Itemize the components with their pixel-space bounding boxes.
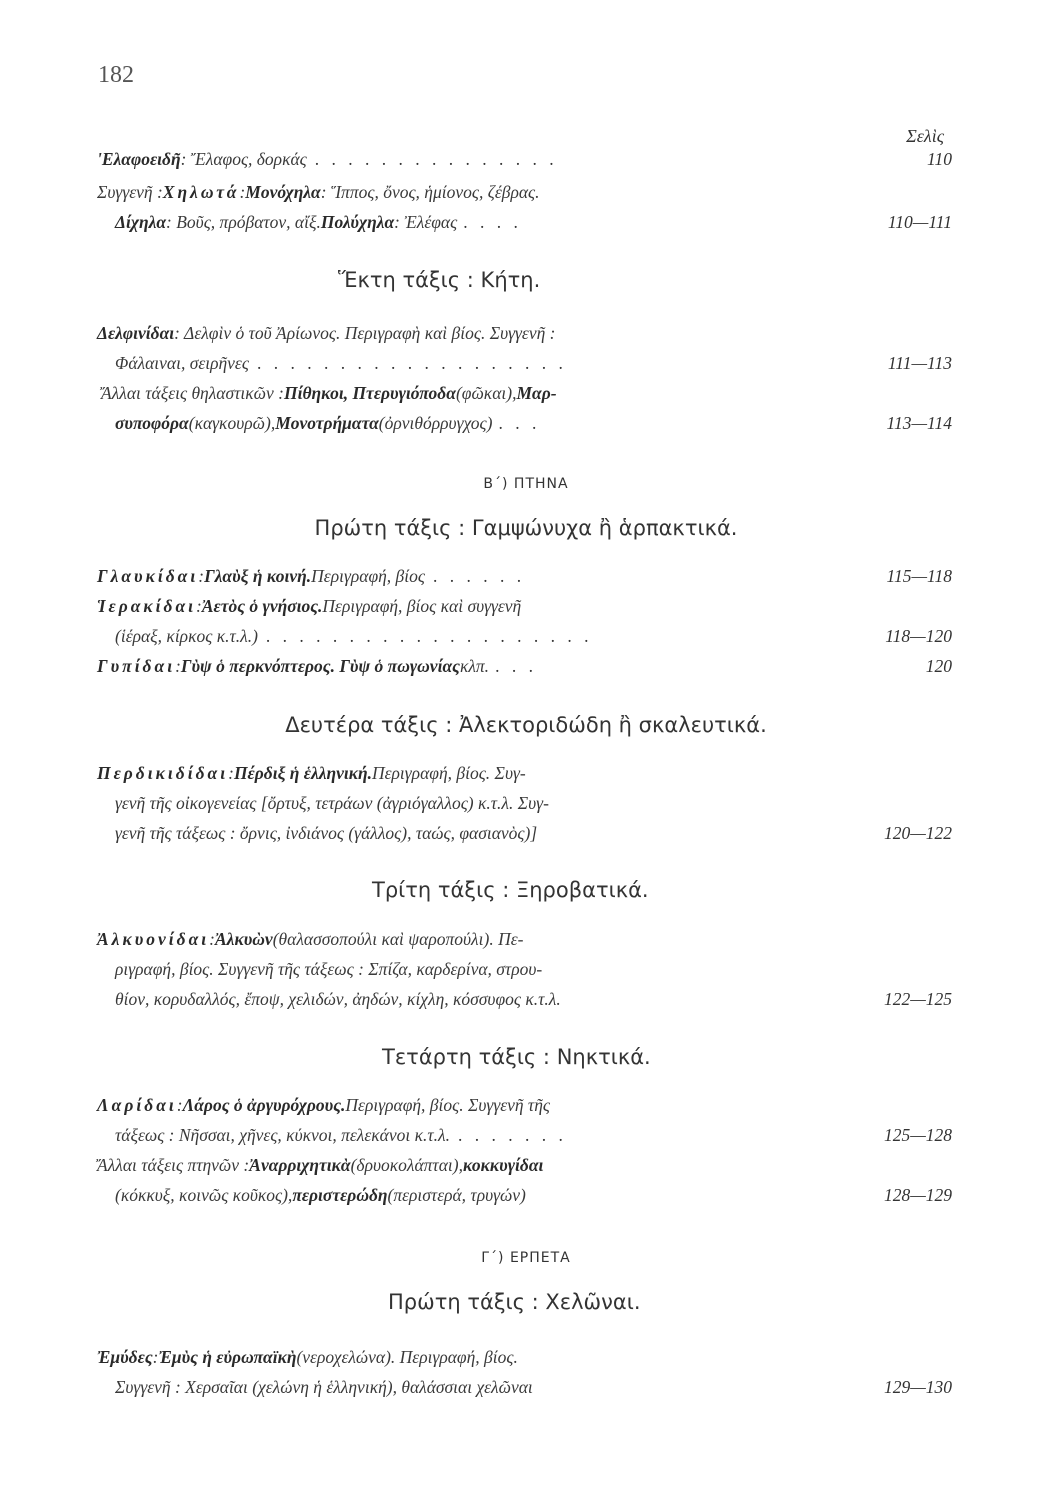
toc-entry-elafoeidi bbox=[97, 144, 952, 174]
entry-term: Ἀλκυονίδαι bbox=[97, 929, 210, 949]
entry-desc: (θαλασσοπούλι καὶ ψαροπούλι). Πε- bbox=[272, 929, 524, 949]
entry-term: κοκκυγίδαι bbox=[462, 1155, 544, 1175]
entry-pages: 129—130 bbox=[883, 1377, 952, 1397]
entry-desc: : Βοῦς, πρόβατον, αἴξ. bbox=[166, 212, 321, 232]
class-heading-reptiles: Γ΄) ΕΡΠΕΤΑ bbox=[481, 1250, 571, 1266]
leader-dots: . . . . . . . . . . . . . . . bbox=[314, 149, 558, 169]
entry-desc: (δρυοκολάπται), bbox=[350, 1155, 463, 1175]
entry-term: Περδικιδίδαι bbox=[97, 763, 229, 783]
page-number: 182 bbox=[98, 62, 134, 88]
entry-term: Δελφινίδαι bbox=[97, 323, 175, 343]
entry-term: Λάρος ὁ ἀργυρόχρους. bbox=[182, 1095, 346, 1115]
entry-term: Ἐμὺς ἡ εὐρωπαϊκὴ bbox=[158, 1347, 297, 1367]
entry-desc: Φάλαιναι, σειρῆνες bbox=[115, 353, 249, 373]
entry-pages: 115—118 bbox=[886, 566, 952, 586]
toc-entry-delfinidai bbox=[97, 318, 952, 438]
entry-desc: Συγγενῆ : Χερσαῖαι (χελώνη ἡ ἑλληνική), θαλάσσιαι χελῶναι bbox=[115, 1377, 533, 1397]
entry-desc: : bbox=[176, 1095, 183, 1115]
entry-desc: : Ἐλέφας bbox=[394, 212, 458, 232]
entry-term: Γυπίδαι bbox=[97, 656, 176, 676]
entry-pages: 118—120 bbox=[885, 626, 952, 646]
leader-dots: . . . . . . bbox=[433, 566, 526, 586]
toc-entry-alkyonidai bbox=[97, 924, 952, 1014]
entry-term: Γλαυκίδαι bbox=[97, 566, 199, 586]
entry-desc: Περιγραφή, βίος καὶ συγγενῆ bbox=[322, 596, 522, 616]
entry-desc: : bbox=[209, 929, 215, 949]
pages-column-header: Σελὶς bbox=[906, 126, 944, 146]
entry-term: Γὺψ ὁ περκνόπτερος. Γὺψ ὁ πωγωνίας bbox=[180, 656, 460, 676]
entry-term: Δίχηλα bbox=[115, 212, 167, 232]
entry-term: Μονόχηλα bbox=[245, 182, 321, 202]
entry-desc: : bbox=[198, 566, 205, 586]
entry-desc: (περιστερά, τρυγών) bbox=[387, 1185, 526, 1205]
order-heading-reptiles-1 bbox=[0, 1290, 1052, 1314]
order-name: Κήτη. bbox=[480, 268, 541, 292]
toc-entry-laridai bbox=[97, 1090, 952, 1210]
entry-desc: τάξεως : Νῆσσαι, χῆνες, κύκνοι, πελεκάνοι κ.τ.λ. bbox=[115, 1125, 450, 1145]
order-label: Ἕκτη τάξις : bbox=[338, 268, 481, 292]
entry-pages: 113—114 bbox=[886, 413, 952, 433]
entry-desc: : Ἔλαφος, δορκάς bbox=[180, 149, 307, 169]
entry-term: Πίθηκοι, Πτερυγιόποδα bbox=[283, 383, 456, 403]
entry-desc: (φῶκαι), bbox=[455, 383, 517, 403]
entry-desc: Συγγενῆ : bbox=[97, 182, 163, 202]
class-heading-birds: Β΄) ΠΤΗΝΑ bbox=[483, 476, 569, 492]
entry-pages: 120—122 bbox=[883, 823, 952, 843]
entry-pages: 111—113 bbox=[887, 353, 952, 373]
entry-term: περιστερώδη bbox=[292, 1185, 388, 1205]
entry-desc: : Δελφὶν ὁ τοῦ Ἀρίωνος. Περιγραφὴ καὶ βίος. Συγγενῆ : bbox=[174, 323, 556, 343]
entry-pages: 125—128 bbox=[883, 1125, 952, 1145]
entry-desc: Περιγραφή, βίος. Συγγενῆ τῆς bbox=[345, 1095, 550, 1115]
order-label: Πρώτη τάξις : bbox=[314, 516, 472, 540]
entry-term: Λαρίδαι bbox=[97, 1095, 177, 1115]
entry-desc: θίον, κορυδαλλός, ἔποψ, χελιδών, ἀηδών, κίχλη, κόσσυφος κ.τ.λ. bbox=[115, 989, 561, 1009]
entry-desc: : bbox=[239, 182, 246, 202]
toc-entry-emydes bbox=[97, 1342, 952, 1402]
entry-desc: : bbox=[196, 596, 202, 616]
entry-pages: 128—129 bbox=[883, 1185, 952, 1205]
entry-pages: 122—125 bbox=[883, 989, 952, 1009]
order-heading-birds-3 bbox=[0, 878, 1052, 902]
order-name: Νηκτικά. bbox=[556, 1045, 651, 1069]
leader-dots: . . . bbox=[495, 656, 537, 676]
entry-term: Ἀλκυὼν bbox=[215, 929, 273, 949]
order-name: Χελῶναι. bbox=[545, 1290, 641, 1314]
entry-desc: (ἱέραξ, κίρκος κ.τ.λ.) bbox=[115, 626, 258, 646]
entry-term: συποφόρα bbox=[115, 413, 189, 433]
order-heading-birds-2 bbox=[0, 713, 1052, 737]
entry-desc: (νεροχελώνα). Περιγραφή, βίος. bbox=[296, 1347, 518, 1367]
entry-term: Ἱερακίδαι bbox=[97, 596, 197, 616]
leader-dots: . . . . . . . bbox=[458, 1125, 567, 1145]
order-label: Πρώτη τάξις : bbox=[388, 1290, 546, 1314]
entry-desc: Περιγραφή, βίος bbox=[311, 566, 425, 586]
order-label: Τετάρτη τάξις : bbox=[382, 1045, 557, 1069]
entry-term: Ἀναρριχητικὰ bbox=[249, 1155, 351, 1175]
entry-desc: : bbox=[152, 1347, 159, 1367]
leader-dots: . . . . . . . . . . . . . . . . . . . bbox=[256, 353, 567, 373]
entry-term: 'Ελαφοειδῆ bbox=[97, 149, 181, 169]
leader-dots: . . . . . . . . . . . . . . . . . . . . bbox=[265, 626, 593, 646]
order-name: Ἀλεκτοριδώδη ἢ σκαλευτικά. bbox=[458, 713, 767, 737]
entry-desc: : Ἵππος, ὄνος, ἡμίονος, ζέβρας. bbox=[320, 182, 540, 202]
order-heading-birds-1 bbox=[0, 516, 1052, 540]
entry-term: Μονοτρήματα bbox=[275, 413, 379, 433]
toc-entry-perdikididai bbox=[97, 758, 952, 848]
entry-term: Ἐμύδες bbox=[97, 1347, 153, 1367]
entry-term: Πέρδιξ ἡ ἑλληνική. bbox=[233, 763, 372, 783]
entry-term: Γλαὺξ ἡ κοινή. bbox=[204, 566, 312, 586]
entry-term: Χηλωτά bbox=[162, 182, 240, 202]
entry-desc: (καγκουρῶ), bbox=[188, 413, 276, 433]
entry-desc: Ἄλλαι τάξεις πτηνῶν : bbox=[97, 1155, 250, 1175]
entry-desc: Περιγραφή, βίος. Συγ- bbox=[371, 763, 526, 783]
entry-desc: : bbox=[228, 763, 234, 783]
leader-dots: . . . . bbox=[463, 212, 522, 232]
order-name: Γαμψώνυχα ἢ ἁρπακτικά. bbox=[471, 516, 738, 540]
entry-term: Πολύχηλα bbox=[320, 212, 395, 232]
entry-desc: γενῆ τῆς οἰκογενείας [ὄρτυξ, τετράων (ἀγριόγαλλος) κ.τ.λ. Συγ- bbox=[115, 793, 549, 813]
entry-pages: 110—111 bbox=[887, 212, 952, 232]
entry-desc: ριγραφή, βίος. Συγγενῆ τῆς τάξεως : Σπίζα, καρδερίνα, στρου- bbox=[115, 959, 543, 979]
order-heading-birds-4 bbox=[0, 1045, 1052, 1069]
order-name: Ξηροβατικά. bbox=[515, 878, 649, 902]
entry-desc: Ἄλλαι τάξεις θηλαστικῶν : bbox=[101, 383, 284, 403]
toc-entry-glaukidai bbox=[97, 561, 952, 681]
order-label: Δευτέρα τάξις : bbox=[285, 713, 459, 737]
entry-desc: γενῆ τῆς τάξεως : ὄρνις, ἰνδιάνος (γάλλος), ταώς, φασιανὸς)] bbox=[115, 823, 538, 843]
order-label: Τρίτη τάξις : bbox=[372, 878, 516, 902]
entry-term: Μαρ- bbox=[516, 383, 557, 403]
entry-term: Ἀετὸς ὁ γνήσιος. bbox=[201, 596, 323, 616]
entry-desc: (ὀρνιθόρρυγχος) bbox=[378, 413, 493, 433]
order-heading-6 bbox=[0, 268, 1052, 292]
entry-desc: κλπ. bbox=[459, 656, 490, 676]
entry-pages: 120 bbox=[925, 656, 952, 676]
leader-dots: . . . bbox=[498, 413, 541, 433]
toc-entry-syggeni bbox=[97, 177, 952, 237]
entry-desc: (κόκκυξ, κοινῶς κοῦκος), bbox=[115, 1185, 293, 1205]
entry-pages: 110 bbox=[927, 149, 952, 169]
entry-desc: : bbox=[175, 656, 181, 676]
